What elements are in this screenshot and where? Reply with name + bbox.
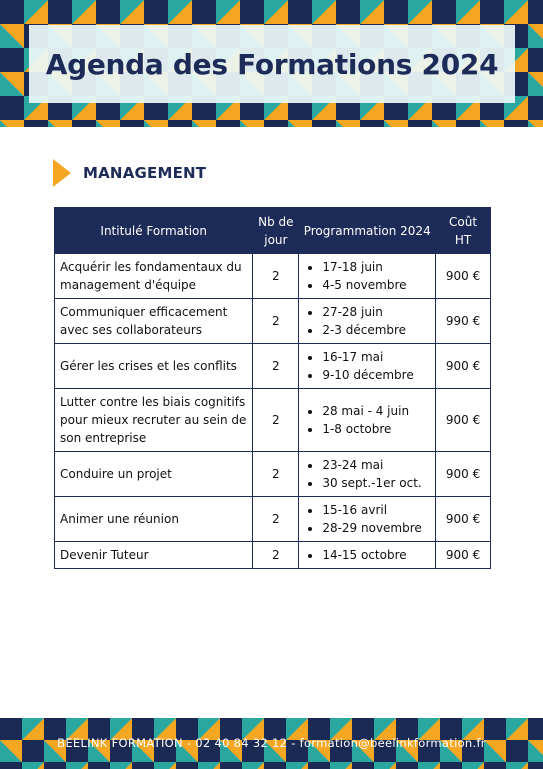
page-title: Agenda des Formations 2024 bbox=[45, 47, 499, 81]
table-row bbox=[55, 344, 491, 389]
date-item: • 15-16 avril bbox=[322, 501, 430, 519]
date-item: • 28 mai - 4 juin bbox=[322, 402, 430, 420]
programmation-dates bbox=[299, 389, 436, 452]
cout-ht: 900 € bbox=[436, 452, 491, 497]
nb-jours: 2 bbox=[253, 344, 299, 389]
programmation-dates bbox=[299, 254, 436, 299]
date-list bbox=[304, 501, 430, 537]
table-row bbox=[55, 389, 491, 452]
table-header-row bbox=[55, 208, 491, 254]
cout-ht: 990 € bbox=[436, 299, 491, 344]
date-item: • 1-8 octobre bbox=[322, 420, 430, 438]
table-row bbox=[55, 542, 491, 569]
programmation-dates bbox=[299, 299, 436, 344]
date-item: • 30 sept.-1er oct. bbox=[322, 474, 430, 492]
nb-jours: 2 bbox=[253, 299, 299, 344]
nb-jours: 2 bbox=[253, 542, 299, 569]
agenda-table bbox=[54, 207, 491, 569]
formation-title: Devenir Tuteur bbox=[55, 542, 253, 569]
footer-banner bbox=[0, 718, 543, 769]
date-item: • 16-17 mai bbox=[322, 348, 430, 366]
table-row bbox=[55, 299, 491, 344]
arrow-icon bbox=[53, 159, 71, 187]
nb-jours: 2 bbox=[253, 254, 299, 299]
table-row bbox=[55, 452, 491, 497]
date-list bbox=[304, 546, 430, 564]
formation-title: Animer une réunion bbox=[55, 497, 253, 542]
programmation-dates bbox=[299, 497, 436, 542]
date-item: • 2-3 décembre bbox=[322, 321, 430, 339]
footer-contact: BEELINK FORMATION - 02 40 84 32 12 - formation@beelinkformation.fr bbox=[57, 736, 486, 750]
date-item: • 23-24 mai bbox=[322, 456, 430, 474]
column-header-intitule: Intitulé Formation bbox=[55, 208, 253, 254]
formation-title: Conduire un projet bbox=[55, 452, 253, 497]
table-row bbox=[55, 254, 491, 299]
table-row bbox=[55, 497, 491, 542]
cout-ht: 900 € bbox=[436, 497, 491, 542]
cout-ht: 900 € bbox=[436, 344, 491, 389]
date-item: • 9-10 décembre bbox=[322, 366, 430, 384]
programmation-dates bbox=[299, 344, 436, 389]
date-item: • 14-15 octobre bbox=[322, 546, 430, 564]
programmation-dates bbox=[299, 452, 436, 497]
column-header-nb-jour: Nb de jour bbox=[253, 208, 299, 254]
formation-title: Lutter contre les biais cognitifs pour mieux recruter au sein de son entreprise bbox=[55, 389, 253, 452]
programmation-dates bbox=[299, 542, 436, 569]
nb-jours: 2 bbox=[253, 497, 299, 542]
date-list bbox=[304, 402, 430, 438]
date-list bbox=[304, 348, 430, 384]
date-item: • 17-18 juin bbox=[322, 258, 430, 276]
column-header-programmation: Programmation 2024 bbox=[299, 208, 436, 254]
date-list bbox=[304, 258, 430, 294]
section-heading bbox=[53, 158, 206, 188]
column-header-cout: Coût HT bbox=[436, 208, 491, 254]
date-item: • 4-5 novembre bbox=[322, 276, 430, 294]
nb-jours: 2 bbox=[253, 389, 299, 452]
section-title: MANAGEMENT bbox=[83, 164, 207, 182]
formation-title: Acquérir les fondamentaux du management d'équipe bbox=[55, 254, 253, 299]
header-banner bbox=[0, 0, 543, 127]
formation-title: Communiquer efficacement avec ses collaborateurs bbox=[55, 299, 253, 344]
date-item: • 27-28 juin bbox=[322, 303, 430, 321]
date-item: • 28-29 novembre bbox=[322, 519, 430, 537]
title-box bbox=[29, 25, 515, 103]
cout-ht: 900 € bbox=[436, 254, 491, 299]
cout-ht: 900 € bbox=[436, 542, 491, 569]
nb-jours: 2 bbox=[253, 452, 299, 497]
date-list bbox=[304, 456, 430, 492]
formation-title: Gérer les crises et les conflits bbox=[55, 344, 253, 389]
cout-ht: 900 € bbox=[436, 389, 491, 452]
date-list bbox=[304, 303, 430, 339]
